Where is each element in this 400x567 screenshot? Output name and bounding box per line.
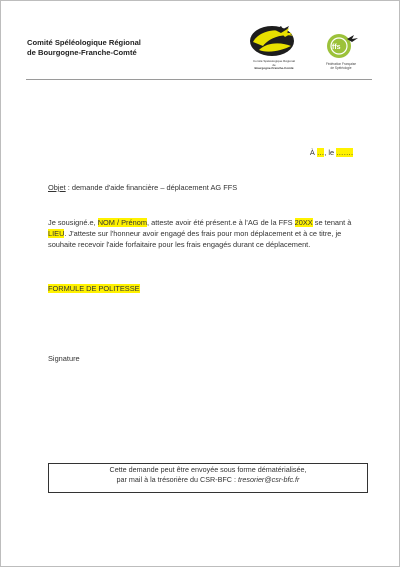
header-divider <box>26 79 372 80</box>
organization-name-line2: de Bourgogne-Franche-Comté <box>27 48 137 57</box>
closing-formula-placeholder[interactable]: FORMULE DE POLITESSE <box>48 284 140 293</box>
location-placeholder[interactable]: LIEU <box>48 229 65 239</box>
subject-label: Objet <box>48 183 66 192</box>
attestation-paragraph: Je sousigné.e, NOM / Prénom, atteste avoir été présent.e à l'AG de la FFS 20XX se tenant à LIEU. J'atteste sur l'honneur avoir engagé des frais pour mon déplacement et à ce titre, je souhaite recevoir l'aide forfaitaire pour les frais engagés durant ce déplacement. <box>48 218 352 250</box>
ffs-logo-icon <box>315 31 367 61</box>
submission-note-line2: par mail à la trésorière du CSR-BFC : tresorier@csr-bfc.fr <box>116 475 300 485</box>
ffs-logo <box>315 31 367 79</box>
csr-logo-icon <box>245 24 303 60</box>
subject-line <box>48 183 237 192</box>
name-placeholder[interactable]: NOM / Prénom <box>97 218 147 227</box>
year-placeholder[interactable]: 20XX <box>294 218 313 227</box>
place-and-date: À …, le ……. <box>309 148 353 157</box>
submission-note-line1: Cette demande peut être envoyée sous forme dématérialisée, <box>109 465 307 474</box>
place-placeholder[interactable]: … <box>316 148 325 157</box>
organization-name <box>27 38 141 58</box>
ffs-logo-caption: Fédération Française de Spéléologie <box>325 62 357 70</box>
csr-logo-caption: Comité Spéléologique Régional de Bourgogne-Franche-Comté <box>252 59 296 71</box>
organization-name-line1: Comité Spéléologique Régional <box>27 38 141 47</box>
closing-formula <box>48 284 140 293</box>
subject-text: : demande d'aide financière – déplacement AG FFS <box>65 183 238 192</box>
signature-label: Signature <box>48 354 80 363</box>
date-placeholder[interactable]: ……. <box>336 148 353 157</box>
treasurer-email-link[interactable]: tresorier@csr-bfc.fr <box>237 475 300 485</box>
submission-note-box <box>48 463 368 493</box>
csr-logo <box>245 24 303 78</box>
svg-text:ffs: ffs <box>332 44 341 51</box>
